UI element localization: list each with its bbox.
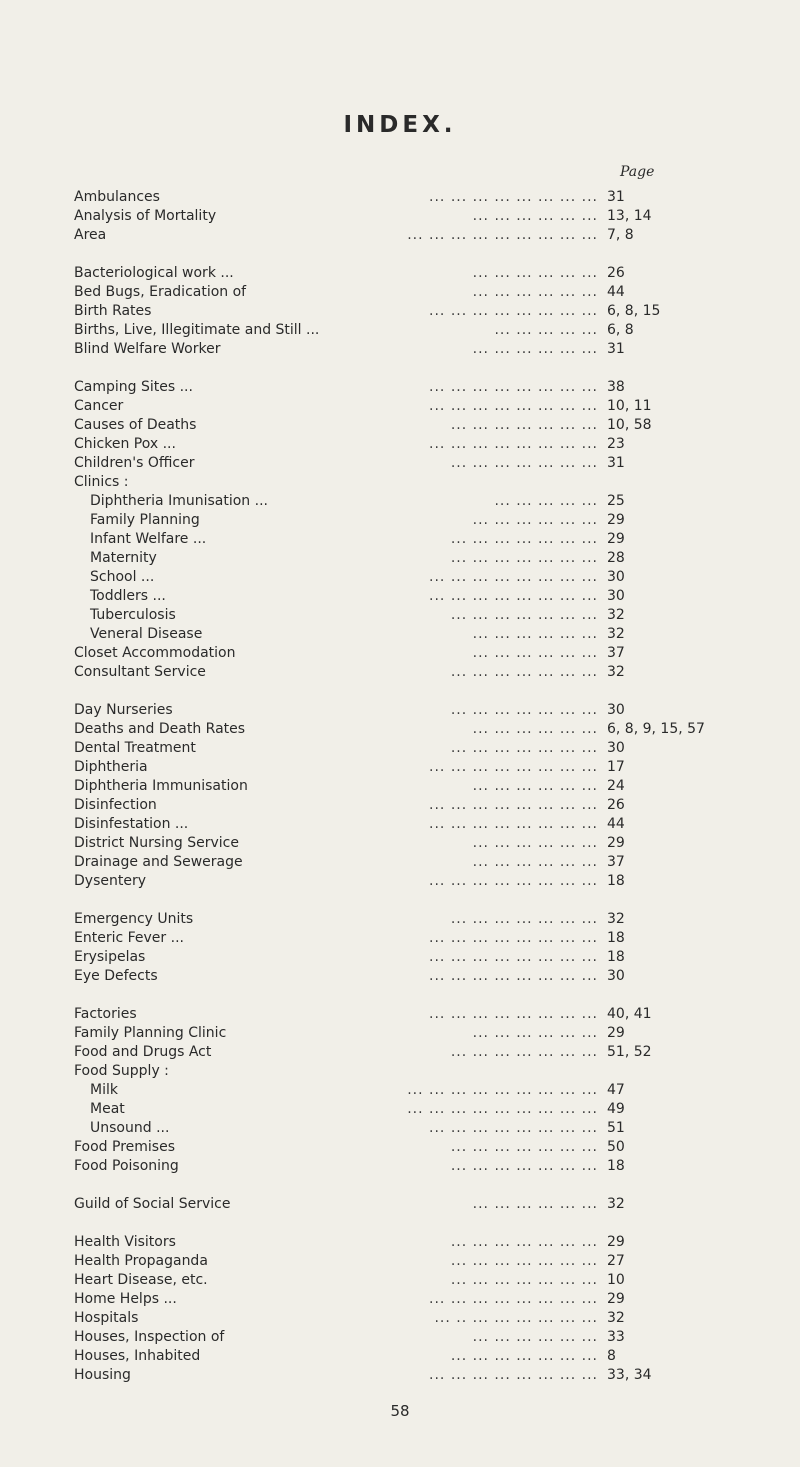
index-entry: [0, 207, 800, 226]
dot-leader: ... ... ... ... ... ...: [472, 341, 598, 357]
index-entry-label: Consultant Service: [74, 664, 206, 680]
index-entry: [0, 663, 800, 682]
dot-leader: ... ... ... ... ... ... ... ...: [429, 1006, 598, 1022]
index-entry-label: Milk: [90, 1082, 118, 1098]
index-entry: [0, 283, 800, 302]
index-entry-label: Erysipelas: [74, 949, 146, 965]
index-entry-label: Diphtheria Immunisation: [74, 778, 248, 794]
index-entry-page: 31: [607, 455, 625, 471]
dot-leader: ... ... ... ... ... ... ... ...: [429, 436, 598, 452]
dot-leader: ... ... ... ... ... ... ... ...: [429, 379, 598, 395]
index-entry-page: 30: [607, 569, 625, 585]
index-entry-page: 28: [607, 550, 625, 566]
index-entry-page: 30: [607, 702, 625, 718]
dot-leader: ... ... ... ... ... ... ... ...: [429, 1367, 598, 1383]
index-entry-page: 29: [607, 1291, 625, 1307]
index-entry: [0, 1328, 800, 1347]
dot-leader: ... ... ... ... ... ... ...: [450, 1272, 598, 1288]
index-entry: [0, 872, 800, 891]
dot-leader: ... ... ... ... ... ... ... ...: [429, 1291, 598, 1307]
index-entry-label: Analysis of Mortality: [74, 208, 217, 224]
index-entry: [0, 644, 800, 663]
dot-leader: ... ... ... ... ... ... ... ...: [429, 189, 598, 205]
index-entry-label: Guild of Social Service: [74, 1196, 231, 1212]
index-entry-page: 29: [607, 835, 625, 851]
index-entry-page: 38: [607, 379, 625, 395]
dot-leader: ... ... ... ... ... ...: [472, 721, 598, 737]
index-entry: [0, 530, 800, 549]
dot-leader: ... ... ... ... ... ...: [472, 854, 598, 870]
dot-leader: ... ... ... ... ... ... ... ...: [429, 930, 598, 946]
index-entry-label: Blind Welfare Worker: [74, 341, 221, 357]
index-entry-label: Enteric Fever ...: [74, 930, 184, 946]
index-entry: [0, 1233, 800, 1252]
dot-leader: ... ... ... ... ... ... ... ...: [429, 873, 598, 889]
dot-leader: ... ... ... ... ...: [494, 322, 598, 338]
index-entry: [0, 1347, 800, 1366]
index-entry-label: Emergency Units: [74, 911, 194, 927]
dot-leader: ... ... ... ... ... ... ...: [450, 417, 598, 433]
index-entry-label: Family Planning: [90, 512, 200, 528]
index-entry-page: 49: [607, 1101, 625, 1117]
index-entry-page: 31: [607, 341, 625, 357]
dot-leader: ... ... ... ... ... ... ...: [450, 1139, 598, 1155]
dot-leader: ... ... ... ... ... ...: [472, 626, 598, 642]
index-entry-label: Closet Accommodation: [74, 645, 236, 661]
index-entry-page: 50: [607, 1139, 625, 1155]
index-entry-label: Clinics :: [74, 474, 129, 490]
index-entry-label: Toddlers ...: [90, 588, 166, 604]
index-entry-page: 33: [607, 1329, 625, 1345]
index-entry-label: Food Poisoning: [74, 1158, 179, 1174]
index-entry: [0, 587, 800, 606]
index-entry: [0, 1309, 800, 1328]
dot-leader: ... ... ... ... ... ... ...: [450, 1253, 598, 1269]
index-entry-page: 44: [607, 816, 625, 832]
index-entry-page: 6, 8, 9, 15, 57: [607, 721, 705, 737]
index-entry-label: Health Visitors: [74, 1234, 176, 1250]
dot-leader: ... ... ... ... ... ... ... ...: [429, 1120, 598, 1136]
index-entry-page: 32: [607, 911, 625, 927]
index-entry: [0, 1252, 800, 1271]
index-entry-page: 29: [607, 1025, 625, 1041]
dot-leader: ... ... ... ... ... ... ...: [450, 1234, 598, 1250]
index-entry-page: 17: [607, 759, 625, 775]
dot-leader: ... ... ... ... ... ... ...: [450, 1348, 598, 1364]
index-entry: [0, 853, 800, 872]
dot-leader: ... ... ... ... ...: [494, 493, 598, 509]
index-entry: [0, 1290, 800, 1309]
index-entry-label: Health Propaganda: [74, 1253, 208, 1269]
index-entry-label: Bacteriological work ...: [74, 265, 234, 281]
index-entry-page: 30: [607, 588, 625, 604]
index-entry-label: Home Helps ...: [74, 1291, 177, 1307]
dot-leader: ... ... ... ... ... ...: [472, 1196, 598, 1212]
index-entry: [0, 568, 800, 587]
index-entry: [0, 606, 800, 625]
index-entry: [0, 1271, 800, 1290]
index-entry: [0, 1043, 800, 1062]
index-entry-page: 18: [607, 949, 625, 965]
index-entry-page: 10: [607, 1272, 625, 1288]
page-column-header: Page: [620, 164, 655, 180]
index-entry: [0, 397, 800, 416]
index-entry: [0, 435, 800, 454]
index-entry-label: Food and Drugs Act: [74, 1044, 212, 1060]
index-entry: [0, 1100, 800, 1119]
dot-leader: ... ... ... ... ... ...: [472, 208, 598, 224]
index-entry: [0, 378, 800, 397]
dot-leader: ... ... ... ... ... ... ...: [450, 1158, 598, 1174]
index-entry: [0, 758, 800, 777]
index-entry-label: Bed Bugs, Eradication of: [74, 284, 247, 300]
index-entry: [0, 796, 800, 815]
index-entry-page: 30: [607, 740, 625, 756]
page-number: 58: [390, 1402, 410, 1420]
index-entry-label: Births, Live, Illegitimate and Still ...: [74, 322, 320, 338]
dot-leader: ... ... ... ... ... ... ...: [450, 740, 598, 756]
index-entry-page: 29: [607, 1234, 625, 1250]
page-title: INDEX.: [343, 112, 457, 138]
index-entry-label: Chicken Pox ...: [74, 436, 176, 452]
index-entry-page: 32: [607, 626, 625, 642]
index-entry-page: 29: [607, 512, 625, 528]
index-entry-label: District Nursing Service: [74, 835, 239, 851]
index-entry: [0, 834, 800, 853]
index-entry-label: Unsound ...: [90, 1120, 170, 1136]
index-entry-label: Heart Disease, etc.: [74, 1272, 208, 1288]
index-entry-page: 40, 41: [607, 1006, 652, 1022]
dot-leader: ... ... ... ... ... ... ... ...: [429, 968, 598, 984]
dot-leader: ... ... ... ... ... ... ... ...: [429, 949, 598, 965]
dot-leader: ... ... ... ... ... ... ...: [450, 1044, 598, 1060]
index-entry-page: 32: [607, 1196, 625, 1212]
index-entry-page: 47: [607, 1082, 625, 1098]
index-entry: [0, 302, 800, 321]
index-entry: [0, 1119, 800, 1138]
index-entry-page: 26: [607, 797, 625, 813]
dot-leader: ... ... ... ... ... ...: [472, 1025, 598, 1041]
index-entry-label: Cancer: [74, 398, 124, 414]
index-entry: [0, 321, 800, 340]
index-entry: [0, 929, 800, 948]
index-entry: [0, 340, 800, 359]
index-entry-label: Drainage and Sewerage: [74, 854, 243, 870]
index-entry: [0, 264, 800, 283]
dot-leader: ... ... ... ... ... ...: [472, 265, 598, 281]
index-entry-label: Ambulances: [74, 189, 160, 205]
index-entry: [0, 910, 800, 929]
dot-leader: ... ... ... ... ... ... ...: [450, 607, 598, 623]
index-entry-label: Meat: [90, 1101, 125, 1117]
index-entry-label: Disinfection: [74, 797, 157, 813]
index-entry-label: Area: [74, 227, 107, 243]
index-entry-label: Children's Officer: [74, 455, 195, 471]
index-entry-label: Dental Treatment: [74, 740, 196, 756]
index-entry: [0, 967, 800, 986]
dot-leader: ... ... ... ... ... ...: [472, 778, 598, 794]
index-entry: [0, 777, 800, 796]
dot-leader: ... ... ... ... ... ...: [472, 1329, 598, 1345]
dot-leader: ... ... ... ... ... ... ... ...: [429, 816, 598, 832]
index-entry-label: Food Supply :: [74, 1063, 169, 1079]
index-entry-label: Houses, Inspection of: [74, 1329, 225, 1345]
index-entry-page: 18: [607, 930, 625, 946]
index-entry-page: 30: [607, 968, 625, 984]
index-entry-page: 44: [607, 284, 625, 300]
index-entry-page: 6, 8, 15: [607, 303, 661, 319]
index-entry-page: 18: [607, 873, 625, 889]
dot-leader: ... ... ... ... ... ... ...: [450, 664, 598, 680]
index-entry: [0, 739, 800, 758]
index-entry: [0, 815, 800, 834]
dot-leader: ... ... ... ... ... ... ...: [450, 455, 598, 471]
index-entry-page: 25: [607, 493, 625, 509]
index-entry-page: 33, 34: [607, 1367, 652, 1383]
dot-leader: ... ... ... ... ... ... ...: [450, 550, 598, 566]
index-entry: [0, 511, 800, 530]
index-entry-label: Birth Rates: [74, 303, 152, 319]
index-entry: [0, 1062, 800, 1081]
index-entry-page: 10, 58: [607, 417, 652, 433]
dot-leader: ... ... ... ... ... ... ... ...: [429, 759, 598, 775]
index-entry-label: Causes of Deaths: [74, 417, 197, 433]
index-entry: [0, 473, 800, 492]
index-entry-page: 51: [607, 1120, 625, 1136]
index-entry: [0, 948, 800, 967]
index-entry: [0, 188, 800, 207]
index-entry-page: 23: [607, 436, 625, 452]
dot-leader: ... .. ... ... ... ... ... ...: [434, 1310, 598, 1326]
index-entry-page: 32: [607, 1310, 625, 1326]
dot-leader: ... ... ... ... ... ... ... ... ...: [407, 1101, 598, 1117]
index-entry: [0, 1005, 800, 1024]
index-entry-label: Houses, Inhabited: [74, 1348, 201, 1364]
index-entry-page: 31: [607, 189, 625, 205]
index-entry-label: Disinfestation ...: [74, 816, 189, 832]
dot-leader: ... ... ... ... ... ... ... ...: [429, 797, 598, 813]
index-entry-page: 24: [607, 778, 625, 794]
index-entry: [0, 1195, 800, 1214]
index-entry-page: 13, 14: [607, 208, 652, 224]
index-entry: [0, 226, 800, 245]
index-entry-page: 51, 52: [607, 1044, 652, 1060]
index-entry-page: 10, 11: [607, 398, 652, 414]
index-entry-label: Diphtheria: [74, 759, 148, 775]
index-entry: [0, 454, 800, 473]
index-entry-page: 32: [607, 607, 625, 623]
dot-leader: ... ... ... ... ... ... ... ...: [429, 398, 598, 414]
index-entry-label: Deaths and Death Rates: [74, 721, 246, 737]
index-list: [0, 188, 800, 1385]
index-entry-label: Food Premises: [74, 1139, 176, 1155]
index-entry-page: 8: [607, 1348, 616, 1364]
dot-leader: ... ... ... ... ... ... ...: [450, 702, 598, 718]
index-entry-label: Eye Defects: [74, 968, 158, 984]
index-entry: [0, 1157, 800, 1176]
index-entry: [0, 1138, 800, 1157]
dot-leader: ... ... ... ... ... ...: [472, 645, 598, 661]
index-entry-label: Hospitals: [74, 1310, 139, 1326]
index-entry-label: Family Planning Clinic: [74, 1025, 227, 1041]
index-entry-page: 37: [607, 645, 625, 661]
index-entry-page: 6, 8: [607, 322, 634, 338]
dot-leader: ... ... ... ... ... ...: [472, 284, 598, 300]
index-entry: [0, 701, 800, 720]
index-entry-label: Infant Welfare ...: [90, 531, 207, 547]
index-entry-page: 37: [607, 854, 625, 870]
index-entry-page: 27: [607, 1253, 625, 1269]
dot-leader: ... ... ... ... ... ... ...: [450, 531, 598, 547]
index-entry: [0, 1081, 800, 1100]
index-entry: [0, 625, 800, 644]
index-entry-label: School ...: [90, 569, 155, 585]
index-entry-page: 29: [607, 531, 625, 547]
index-entry-label: Day Nurseries: [74, 702, 173, 718]
index-entry: [0, 1366, 800, 1385]
index-entry: [0, 416, 800, 435]
dot-leader: ... ... ... ... ... ... ... ... ...: [407, 227, 598, 243]
dot-leader: ... ... ... ... ... ...: [472, 835, 598, 851]
dot-leader: ... ... ... ... ... ... ... ...: [429, 569, 598, 585]
dot-leader: ... ... ... ... ... ... ...: [450, 911, 598, 927]
index-entry-label: Diphtheria Imunisation ...: [90, 493, 268, 509]
dot-leader: ... ... ... ... ... ...: [472, 512, 598, 528]
index-entry-label: Factories: [74, 1006, 137, 1022]
dot-leader: ... ... ... ... ... ... ... ...: [429, 303, 598, 319]
dot-leader: ... ... ... ... ... ... ... ...: [429, 588, 598, 604]
index-entry: [0, 720, 800, 739]
dot-leader: ... ... ... ... ... ... ... ... ...: [407, 1082, 598, 1098]
index-entry-label: Veneral Disease: [90, 626, 203, 642]
index-entry: [0, 492, 800, 511]
index-entry-page: 7, 8: [607, 227, 634, 243]
index-entry: [0, 1024, 800, 1043]
index-entry-label: Dysentery: [74, 873, 146, 889]
index-entry-label: Maternity: [90, 550, 157, 566]
index-entry-label: Housing: [74, 1367, 131, 1383]
index-entry-label: Camping Sites ...: [74, 379, 193, 395]
index-entry-label: Tuberculosis: [90, 607, 176, 623]
index-entry-page: 32: [607, 664, 625, 680]
index-entry-page: 26: [607, 265, 625, 281]
index-entry-page: 18: [607, 1158, 625, 1174]
index-entry: [0, 549, 800, 568]
